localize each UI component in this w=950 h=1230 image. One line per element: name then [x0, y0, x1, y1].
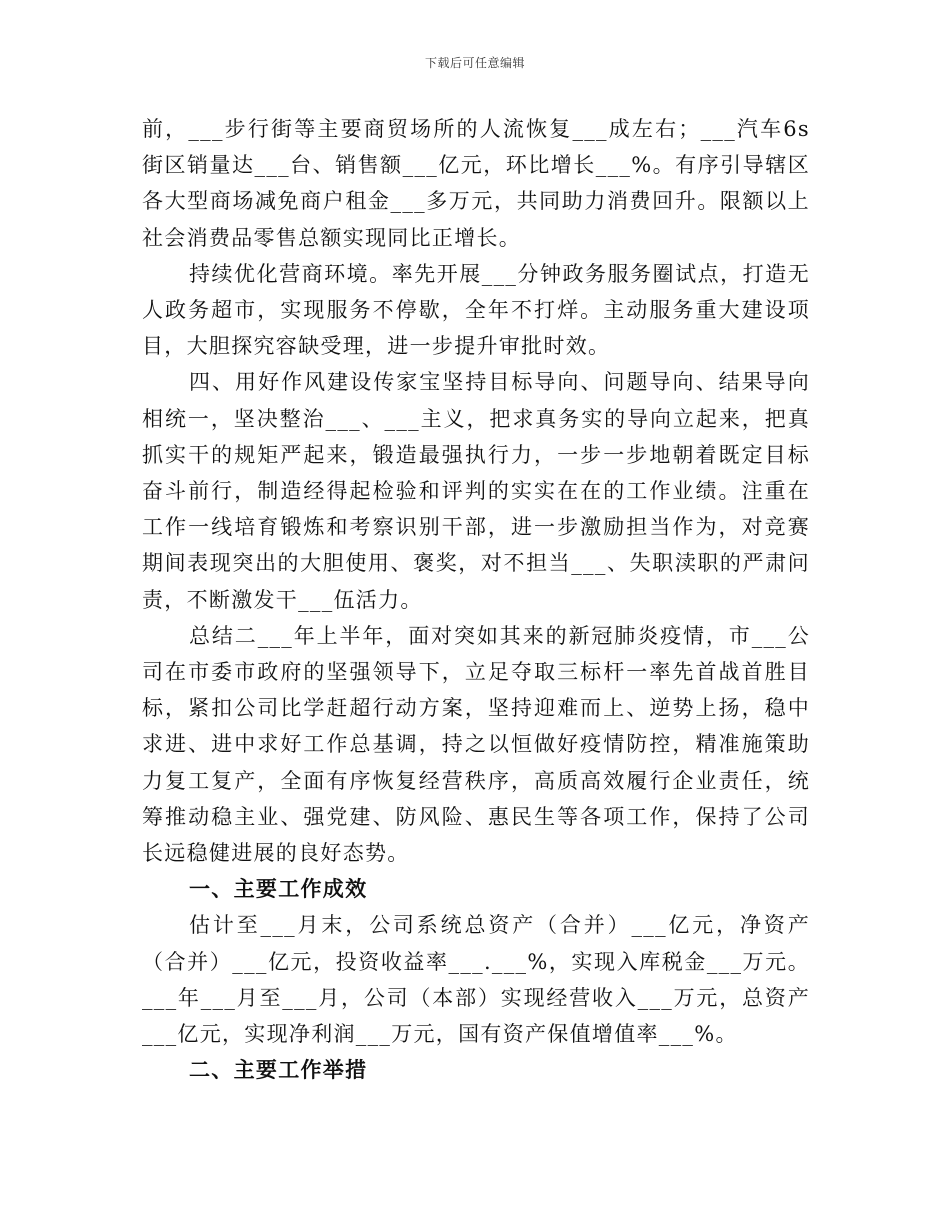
paragraph-business-environment: 持续优化营商环境。率先开展___分钟政务服务圈试点，打造无人政务超市，实现服务不停歇，全年不打烊。主动服务重大建设项目，大胆探究容缺受理，进一步提升审批时效。: [142, 261, 810, 359]
document-body: [142, 111, 810, 1088]
section-heading-measures: 二、主要工作举措: [189, 1058, 368, 1083]
paragraph-consumption: 前，___步行街等主要商贸场所的人流恢复___成左右；___汽车6s街区销量达___台、销售额___亿元，环比增长___%。有序引导辖区各大型商场减免商户租金___多万元，共同助力消费回升。限额以上社会消费品零售总额实现同比正增长。: [142, 117, 810, 250]
paragraph-summary: 总结二___年上半年，面对突如其来的新冠肺炎疫情，市___公司在市委市政府的坚强领导下，立足夺取三标杆一率先首战首胜目标，紧扣公司比学赶超行动方案，坚持迎难而上、逆势上扬，稳中求进、进中求好工作总基调，持之以恒做好疫情防控，精准施策助力复工复产，全面有序恢复经营秩序，高质高效履行企业责任，统筹推动稳主业、强党建、防风险、惠民生等各项工作，保持了公司长远稳健进展的良好态势。: [142, 623, 810, 866]
section-heading-achievements: 一、主要工作成效: [189, 877, 368, 902]
paragraph-work-style: 四、用好作风建设传家宝坚持目标导向、问题导向、结果导向相统一，坚决整治___、___主义，把求真务实的导向立起来，把真抓实干的规矩严起来，锻造最强执行力，一步一步地朝着既定目标奋斗前行，制造经得起检验和评判的实实在在的工作业绩。注重在工作一线培育锻炼和考察识别干部，进一步激励担当作为，对竞赛期间表现突出的大胆使用、褒奖，对不担当___、失职渎职的严肃问责，不断激发干___伍活力。: [142, 370, 810, 612]
paragraph-achievements: 估计至___月末，公司系统总资产（合并）___亿元，净资产（合并）___亿元，投资收益率___.___%，实现入库税金___万元。___年___月至___月，公司（本部）实现经营收入___万元，总资产___亿元，实现净利润___万元，国有资产保值增值率___%。: [142, 913, 810, 1047]
page-header: 下载后可任意编辑: [424, 56, 525, 70]
